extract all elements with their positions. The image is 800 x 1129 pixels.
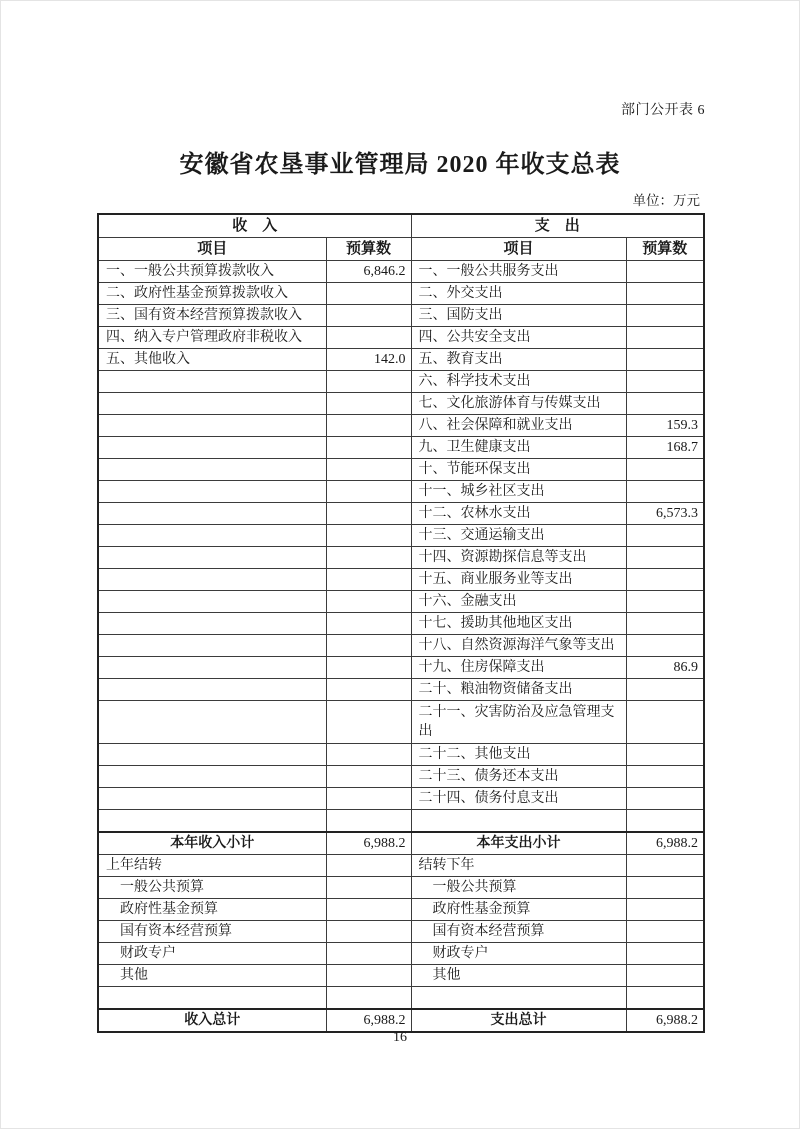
unit-label: 单位：万元 [632,193,700,208]
expense-budget-cell [626,481,704,503]
income-item-cell [98,987,326,1010]
table-row [98,1009,704,1032]
income-item-cell [98,525,326,547]
table-row [98,635,704,657]
income-item-cell: 国有资本经营预算 [98,921,326,943]
income-budget-cell [326,591,411,613]
expense-budget-cell: 6,988.2 [626,832,704,855]
income-item-cell [98,766,326,788]
table-row [98,613,704,635]
expense-budget-cell: 168.7 [626,437,704,459]
expense-budget-cell [626,349,704,371]
income-item-cell [98,591,326,613]
expense-budget-cell [626,943,704,965]
income-item-cell [98,810,326,833]
expense-budget-cell [626,679,704,701]
expense-item-cell: 二十四、债务付息支出 [411,788,626,810]
table-row [98,832,704,855]
table-row [98,459,704,481]
expense-item-cell: 十五、商业服务业等支出 [411,569,626,591]
income-budget-cell [326,701,411,744]
table-row [98,877,704,899]
income-budget-cell [326,965,411,987]
expense-budget-cell [626,547,704,569]
expense-budget-cell: 86.9 [626,657,704,679]
expense-budget-cell [626,371,704,393]
expense-item-cell: 十一、城乡社区支出 [411,481,626,503]
expense-item-cell: 本年支出小计 [411,832,626,855]
expense-item-cell: 十二、农林水支出 [411,503,626,525]
income-budget-cell [326,503,411,525]
budget-table [97,213,705,1033]
income-budget-cell [326,371,411,393]
income-item-cell: 上年结转 [98,855,326,877]
income-item-cell: 本年收入小计 [98,832,326,855]
expense-budget-cell [626,899,704,921]
expense-item-cell: 一、一般公共服务支出 [411,261,626,283]
income-budget-cell [326,788,411,810]
income-item-cell: 一般公共预算 [98,877,326,899]
income-item-cell: 财政专户 [98,943,326,965]
expense-budget-cell: 6,988.2 [626,1009,704,1032]
expense-item-cell: 二、外交支出 [411,283,626,305]
expense-item-cell: 十、节能环保支出 [411,459,626,481]
income-item-cell [98,481,326,503]
table-row [98,261,704,283]
expense-budget-cell [626,701,704,744]
table-row [98,283,704,305]
expense-budget-cell [626,613,704,635]
expense-item-cell: 其他 [411,965,626,987]
expense-budget-cell [626,855,704,877]
expense-item-cell: 结转下年 [411,855,626,877]
income-budget-cell: 6,988.2 [326,1009,411,1032]
table-row [98,415,704,437]
table-row [98,481,704,503]
expense-item-cell: 十六、金融支出 [411,591,626,613]
income-budget-cell: 6,846.2 [326,261,411,283]
income-budget-cell [326,283,411,305]
expense-budget-cell [626,459,704,481]
income-budget-column-header: 预算数 [326,238,411,261]
income-item-cell [98,437,326,459]
expense-budget-cell [626,877,704,899]
expense-item-cell: 支出总计 [411,1009,626,1032]
income-budget-cell [326,327,411,349]
table-row [98,525,704,547]
expense-item-cell: 十三、交通运输支出 [411,525,626,547]
income-budget-cell [326,613,411,635]
income-item-cell: 四、纳入专户管理政府非税收入 [98,327,326,349]
income-budget-cell [326,415,411,437]
income-item-cell [98,613,326,635]
expense-item-cell: 国有资本经营预算 [411,921,626,943]
expense-budget-cell [626,921,704,943]
table-row [98,744,704,766]
expense-budget-cell [626,327,704,349]
income-item-cell [98,459,326,481]
income-budget-cell [326,899,411,921]
table-row [98,987,704,1010]
income-budget-cell [326,569,411,591]
table-row [98,899,704,921]
income-item-cell [98,744,326,766]
expense-item-cell: 九、卫生健康支出 [411,437,626,459]
expense-budget-cell [626,283,704,305]
expense-budget-cell [626,744,704,766]
income-item-column-header: 项目 [98,238,326,261]
income-budget-cell [326,657,411,679]
expense-item-cell: 二十三、债务还本支出 [411,766,626,788]
table-row [98,810,704,833]
expense-item-cell: 四、公共安全支出 [411,327,626,349]
expense-item-cell: 十四、资源勘探信息等支出 [411,547,626,569]
table-row [98,943,704,965]
expense-item-cell: 十七、援助其他地区支出 [411,613,626,635]
expense-budget-cell [626,766,704,788]
expense-item-cell: 二十、粮油物资储备支出 [411,679,626,701]
expense-item-cell: 二十二、其他支出 [411,744,626,766]
table-row [98,371,704,393]
expense-budget-cell [626,810,704,833]
expense-budget-cell [626,261,704,283]
income-item-cell [98,547,326,569]
income-budget-cell [326,943,411,965]
income-item-cell: 二、政府性基金预算拨款收入 [98,283,326,305]
expense-item-cell: 十八、自然资源海洋气象等支出 [411,635,626,657]
page-title: 安徽省农垦事业管理局 2020 年收支总表 [179,152,621,178]
expense-budget-cell [626,305,704,327]
table-row [98,855,704,877]
expense-budget-cell: 159.3 [626,415,704,437]
income-item-cell: 五、其他收入 [98,349,326,371]
table-row [98,657,704,679]
expense-item-cell: 政府性基金预算 [411,899,626,921]
expense-item-cell: 七、文化旅游体育与传媒支出 [411,393,626,415]
income-budget-cell [326,481,411,503]
expense-budget-cell: 6,573.3 [626,503,704,525]
income-budget-cell [326,766,411,788]
table-row [98,305,704,327]
expense-budget-cell [626,569,704,591]
income-budget-cell [326,437,411,459]
income-item-cell [98,788,326,810]
table-row [98,349,704,371]
income-item-cell: 收入总计 [98,1009,326,1032]
expense-item-cell: 六、科学技术支出 [411,371,626,393]
expense-budget-cell [626,525,704,547]
income-budget-cell [326,525,411,547]
income-item-cell [98,701,326,744]
income-item-cell: 其他 [98,965,326,987]
income-item-cell: 一、一般公共预算拨款收入 [98,261,326,283]
table-row [98,569,704,591]
income-budget-cell [326,635,411,657]
income-budget-cell [326,679,411,701]
table-row [98,547,704,569]
expense-budget-cell [626,591,704,613]
table-row [98,921,704,943]
income-budget-cell [326,459,411,481]
income-budget-cell: 6,988.2 [326,832,411,855]
income-budget-cell [326,393,411,415]
expense-item-cell: 八、社会保障和就业支出 [411,415,626,437]
expense-budget-cell [626,965,704,987]
table-row [98,788,704,810]
income-item-cell [98,569,326,591]
income-budget-cell [326,547,411,569]
income-item-cell [98,635,326,657]
page-number: 16 [393,1030,407,1045]
income-item-cell: 政府性基金预算 [98,899,326,921]
expense-budget-cell [626,987,704,1010]
income-item-cell [98,657,326,679]
expense-budget-cell [626,393,704,415]
table-row [98,437,704,459]
expense-item-cell: 财政专户 [411,943,626,965]
table-row [98,766,704,788]
income-budget-cell [326,921,411,943]
income-budget-cell [326,810,411,833]
table-row [98,393,704,415]
income-item-cell [98,503,326,525]
expense-budget-cell [626,788,704,810]
income-item-cell [98,415,326,437]
income-item-cell [98,679,326,701]
expense-item-cell: 二十一、灾害防治及应急管理支出 [411,701,626,744]
income-budget-cell [326,877,411,899]
expense-item-cell [411,987,626,1010]
table-column-header-row [98,238,704,261]
expense-item-cell [411,810,626,833]
expense-item-column-header: 项目 [411,238,626,261]
income-budget-cell [326,305,411,327]
income-item-cell [98,393,326,415]
table-section-header-row [98,214,704,238]
income-item-cell: 三、国有资本经营预算拨款收入 [98,305,326,327]
expense-item-cell: 十九、住房保障支出 [411,657,626,679]
expense-item-cell: 五、教育支出 [411,349,626,371]
corner-table-label: 部门公开表 6 [621,103,705,118]
income-section-header: 收 入 [98,214,411,238]
table-row [98,503,704,525]
income-budget-cell [326,987,411,1010]
expense-item-cell: 三、国防支出 [411,305,626,327]
income-budget-cell [326,744,411,766]
table-row [98,591,704,613]
table-row [98,679,704,701]
expense-section-header: 支 出 [411,214,704,238]
income-item-cell [98,371,326,393]
table-row [98,327,704,349]
income-budget-cell: 142.0 [326,349,411,371]
expense-budget-cell [626,635,704,657]
expense-budget-column-header: 预算数 [626,238,704,261]
income-budget-cell [326,855,411,877]
table-row [98,701,704,744]
expense-item-cell: 一般公共预算 [411,877,626,899]
table-row [98,965,704,987]
